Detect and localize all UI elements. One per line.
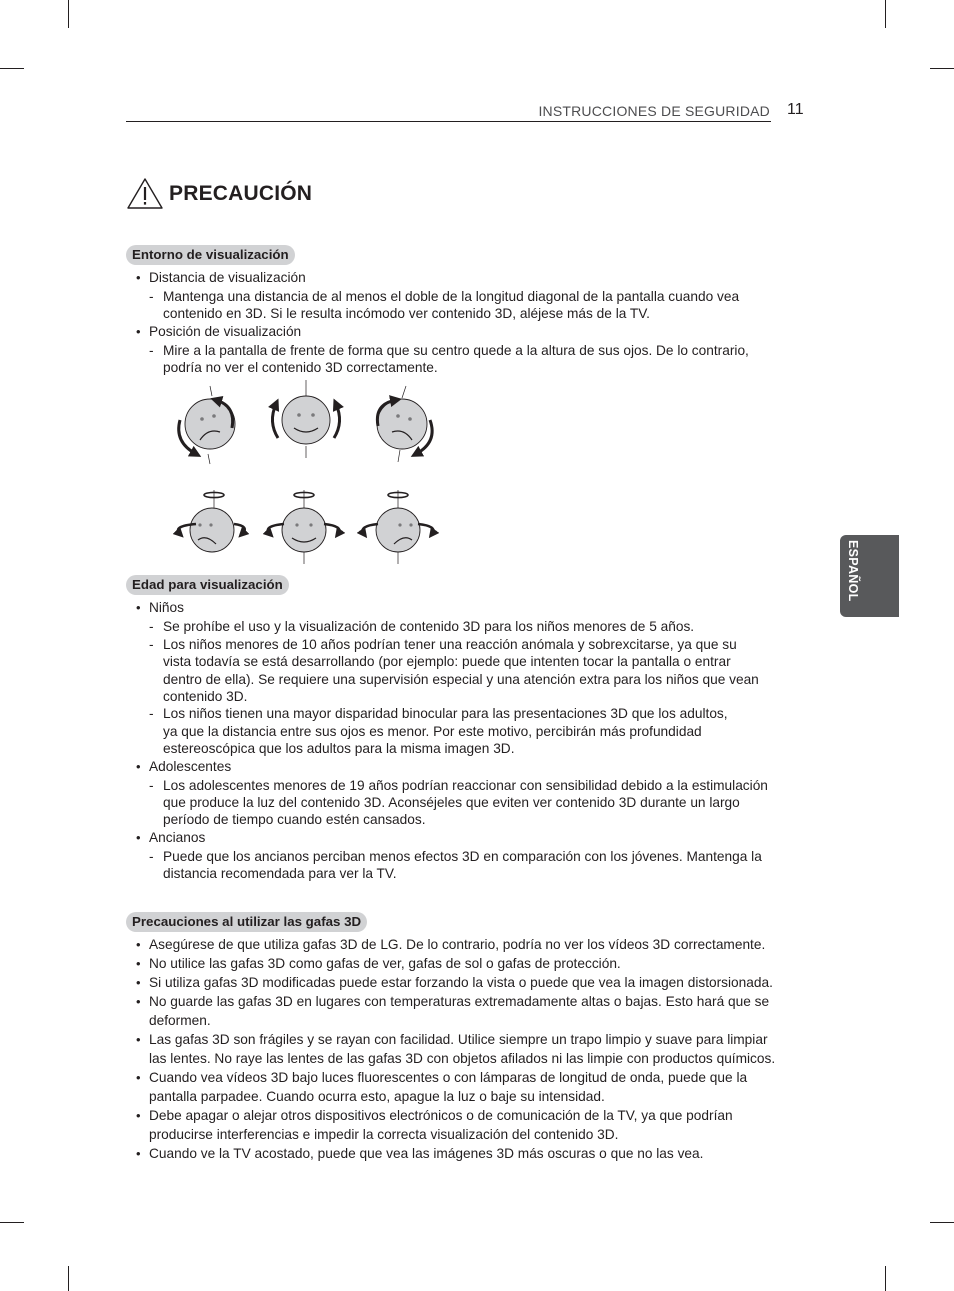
list-item: deformen. xyxy=(149,1013,211,1028)
dash: - xyxy=(149,637,154,652)
bullet: • xyxy=(136,759,141,774)
list-item: Niños xyxy=(149,600,184,615)
list-item: Se prohíbe el uso y la visualización de contenido 3D para los niños menores de 5 años. xyxy=(163,619,695,634)
list-item: podría no ver el contenido 3D correctamente. xyxy=(163,360,438,375)
face-tilt-left-sad xyxy=(179,386,235,464)
crop-mark xyxy=(0,1222,24,1223)
list-item: vista todavía se está desarrollando (por ejemplo: puede que intenten tocar la pantalla o entrar xyxy=(163,654,731,669)
list-item: Cuando ve la TV acostado, puede que vea las imágenes 3D más oscuras o que no las vea. xyxy=(149,1146,704,1161)
crop-mark xyxy=(68,1266,69,1291)
list-item: No guarde las gafas 3D en lugares con temperaturas extremadamente altas o bajas. Esto hará que se xyxy=(149,994,770,1009)
bullet: • xyxy=(136,956,141,971)
header-rule xyxy=(126,121,771,122)
crop-mark xyxy=(0,68,24,69)
list-item: contenido en 3D. Si le resulta incómodo ver contenido 3D, aléjese más de la TV. xyxy=(163,306,650,321)
face-tilt-right-sad xyxy=(377,386,432,462)
list-item: producirse interferencias e impedir la correcta visualización del contenido 3D. xyxy=(149,1127,619,1142)
list-item: las lentes. No raye las lentes de las gafas 3D con objetos afilados ni las limpie con productos químicos. xyxy=(149,1051,776,1066)
list-item: período de tiempo cuando estén cansados. xyxy=(163,812,426,827)
list-item: Cuando vea vídeos 3D bajo luces fluorescentes o con lámparas de longitud de onda, puede que la xyxy=(149,1070,748,1085)
list-item: Las gafas 3D son frágiles y se rayan con facilidad. Utilice siempre un trapo limpio y suave para limpiar xyxy=(149,1032,768,1047)
list-item: Adolescentes xyxy=(149,759,232,774)
crop-mark xyxy=(885,1266,886,1291)
list-item: Posición de visualización xyxy=(149,324,302,339)
dash: - xyxy=(149,289,154,304)
list-item: Los adolescentes menores de 19 años podrían reaccionar con sensibilidad debido a la estimulación xyxy=(163,778,768,793)
bullet: • xyxy=(136,994,141,1009)
list-item: Mire a la pantalla de frente de forma que su centro quede a la altura de sus ojos. De lo contrario, xyxy=(163,343,749,358)
warning-triangle-icon xyxy=(126,177,164,211)
list-item: Debe apagar o alejar otros dispositivos electrónicos o de comunicación de la TV, ya que podrían xyxy=(149,1108,733,1123)
face-turn-left-sad xyxy=(178,490,245,552)
list-item: Puede que los ancianos perciban menos efectos 3D en comparación con los jóvenes. Mantenga la xyxy=(163,849,762,864)
list-item: pantalla parpadee. Cuando ocurra esto, apague la luz o baje su intensidad. xyxy=(149,1089,605,1104)
language-tab-label: ESPAÑOL xyxy=(846,540,860,602)
list-item: Si utiliza gafas 3D modificadas puede estar forzando la vista o puede que vea la imagen distorsionada. xyxy=(149,975,773,990)
dash: - xyxy=(149,849,154,864)
crop-mark xyxy=(930,68,954,69)
list-item: estereoscópica que los adultos para la misma imagen 3D. xyxy=(163,741,515,756)
list-item: Los niños tienen una mayor disparidad binocular para las presentaciones 3D que los adultos, xyxy=(163,706,728,721)
running-header: INSTRUCCIONES DE SEGURIDAD xyxy=(538,103,770,119)
list-item: Asegúrese de que utiliza gafas 3D de LG. De lo contrario, podría no ver los vídeos 3D correctamente. xyxy=(149,937,766,952)
page-title xyxy=(126,176,312,212)
list-item: ya que la distancia entre sus ojos es menor. Por este motivo, percibirán más profundidad xyxy=(163,724,702,739)
bullet: • xyxy=(136,1108,141,1123)
dash: - xyxy=(149,706,154,721)
list-item: Ancianos xyxy=(149,830,206,845)
crop-mark xyxy=(885,0,886,28)
list-item: Los niños menores de 10 años podrían tener una reacción anómala y sobrexcitarse, ya que su xyxy=(163,637,737,652)
bullet: • xyxy=(136,937,141,952)
section-label-glasses: Precauciones al utilizar las gafas 3D xyxy=(126,912,367,932)
page-title-text: PRECAUCIÓN xyxy=(169,182,313,205)
viewing-position-illustration xyxy=(166,378,456,570)
bullet: • xyxy=(136,324,141,339)
bullet: • xyxy=(136,600,141,615)
crop-mark xyxy=(930,1222,954,1223)
list-item: Mantenga una distancia de al menos el doble de la longitud diagonal de la pantalla cuando vea xyxy=(163,289,740,304)
list-item: Distancia de visualización xyxy=(149,270,306,285)
bullet: • xyxy=(136,1032,141,1047)
bullet: • xyxy=(136,270,141,285)
page-number: 11 xyxy=(787,101,804,118)
bullet: • xyxy=(136,830,141,845)
list-item: que produce la luz del contenido 3D. Aconséjeles que eviten ver contenido 3D durante un largo xyxy=(163,795,740,810)
dash: - xyxy=(149,343,154,358)
face-turn-right-sad xyxy=(363,490,434,564)
list-item: contenido 3D. xyxy=(163,689,248,704)
bullet: • xyxy=(136,1146,141,1161)
dash: - xyxy=(149,778,154,793)
dash: - xyxy=(149,619,154,634)
list-item: distancia recomendada para ver la TV. xyxy=(163,866,397,881)
bullet: • xyxy=(136,975,141,990)
face-upright-happy xyxy=(272,380,339,458)
section-label-viewing-age: Edad para visualización xyxy=(126,575,289,595)
face-front-happy xyxy=(268,490,340,564)
section-label-viewing-environment: Entorno de visualización xyxy=(126,245,295,265)
list-item: dentro de ella). Se requiere una supervisión especial y una atención extra para los niños que vean xyxy=(163,672,759,687)
bullet: • xyxy=(136,1070,141,1085)
crop-mark xyxy=(68,0,69,28)
list-item: No utilice las gafas 3D como gafas de ver, gafas de sol o gafas de protección. xyxy=(149,956,621,971)
